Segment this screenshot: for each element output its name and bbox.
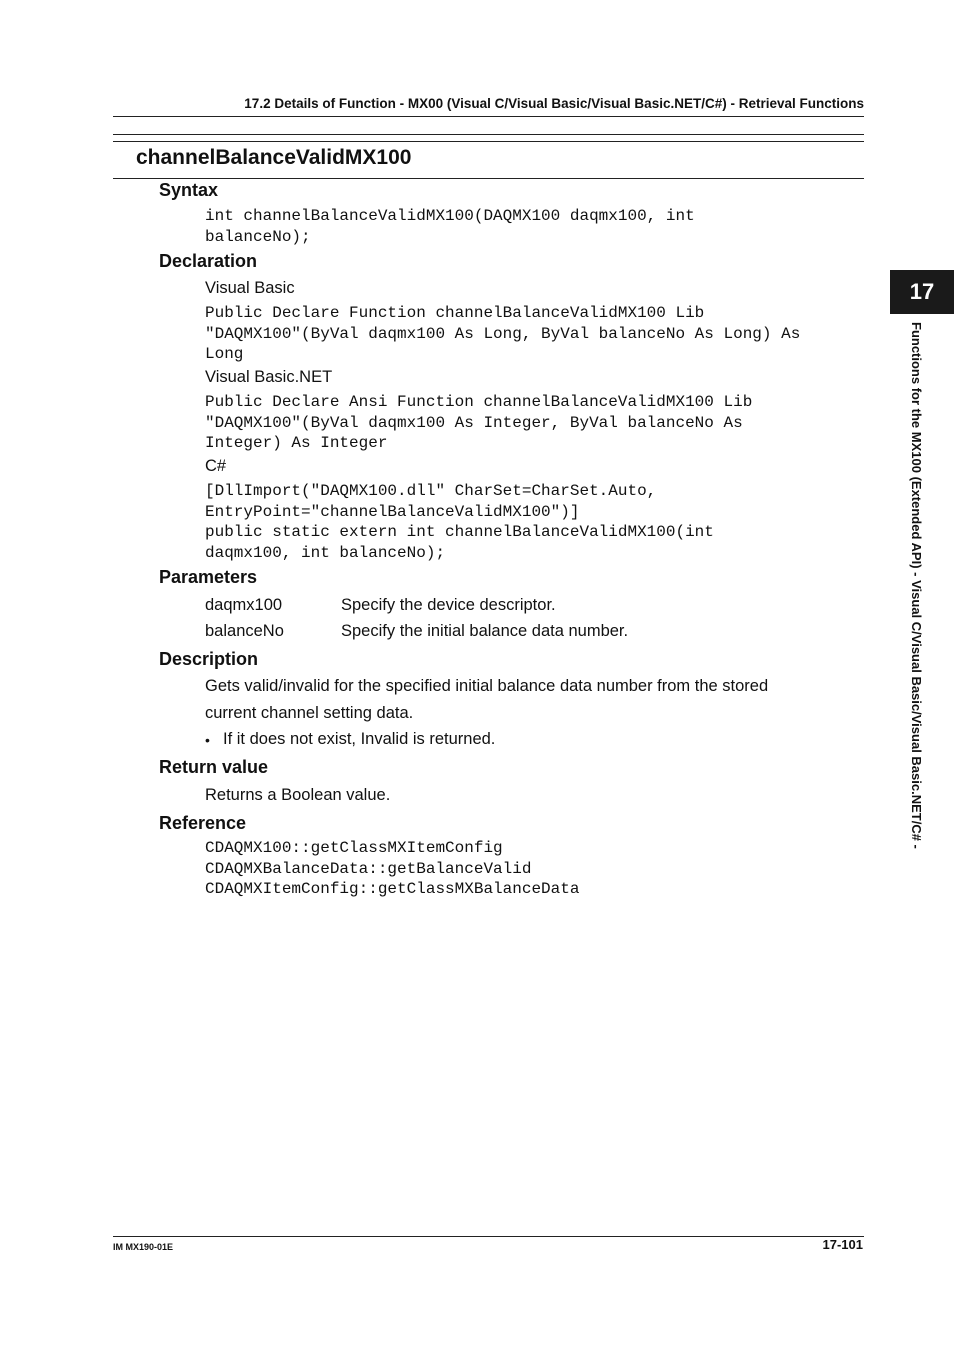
param-name-balanceno: balanceNo — [205, 622, 284, 640]
csharp-label: C# — [205, 457, 227, 475]
param-desc-balanceno: Specify the initial balance data number. — [341, 622, 629, 640]
description-line-1: Gets valid/invalid for the specified initial balance data number from the stored — [205, 677, 769, 695]
param-desc-daqmx100: Specify the device descriptor. — [341, 596, 556, 614]
parameters-heading: Parameters — [159, 567, 258, 587]
syntax-code: int channelBalanceValidMX100(DAQMX100 daqmx100, int balanceNo); — [205, 207, 695, 246]
function-title: channelBalanceValidMX100 — [136, 146, 412, 169]
description-bullet: If it does not exist, Invalid is returned. — [223, 730, 496, 748]
reference-heading: Reference — [159, 813, 247, 833]
vb-label: Visual Basic — [205, 279, 295, 297]
title-underline — [113, 178, 864, 179]
header-rule-double-a — [113, 134, 864, 135]
header-rule-double-b — [113, 141, 864, 142]
param-name-daqmx100: daqmx100 — [205, 596, 283, 614]
bullet-icon: • — [205, 732, 210, 748]
footer-rule — [113, 1236, 864, 1237]
side-chapter-title: Functions for the MX100 (Extended API) - Visual C/Visual Basic/Visual Basic.NET/C# - — [909, 322, 924, 849]
chapter-tab — [890, 270, 954, 314]
chapter-number: 17 — [909, 279, 935, 304]
vbnet-code: Public Declare Ansi Function channelBalanceValidMX100 Lib "DAQMX100"(ByVal daqmx100 As Integer, ByVal balanceNo As Integer) As Integer — [205, 393, 753, 453]
declaration-heading: Declaration — [159, 251, 258, 271]
footer-doc-id: IM MX190-01E — [113, 1242, 174, 1252]
footer-page-number: 17-101 — [822, 1237, 863, 1252]
return-value-text: Returns a Boolean value. — [205, 786, 391, 804]
description-line-2: current channel setting data. — [205, 704, 414, 722]
reference-code: CDAQMX100::getClassMXItemConfig CDAQMXBalanceData::getBalanceValid CDAQMXItemConfig::getClassMXBalanceData — [205, 839, 580, 899]
description-heading: Description — [159, 649, 259, 669]
header-rule-top — [113, 116, 864, 117]
vbnet-label: Visual Basic.NET — [205, 368, 333, 386]
vb-code: Public Declare Function channelBalanceValidMX100 Lib "DAQMX100"(ByVal daqmx100 As Long, ByVal balanceNo As Long) As Long — [205, 304, 801, 364]
csharp-code: [DllImport("DAQMX100.dll" CharSet=CharSet.Auto, EntryPoint="channelBalanceValidMX100")] public static extern int channelBalanceValidMX100(int daqmx100, int balanceNo); — [205, 482, 714, 562]
return-value-heading: Return value — [159, 757, 269, 777]
running-header: 17.2 Details of Function - MX00 (Visual C/Visual Basic/Visual Basic.NET/C#) - Retrieval Functions — [244, 96, 864, 111]
syntax-heading: Syntax — [159, 180, 219, 200]
